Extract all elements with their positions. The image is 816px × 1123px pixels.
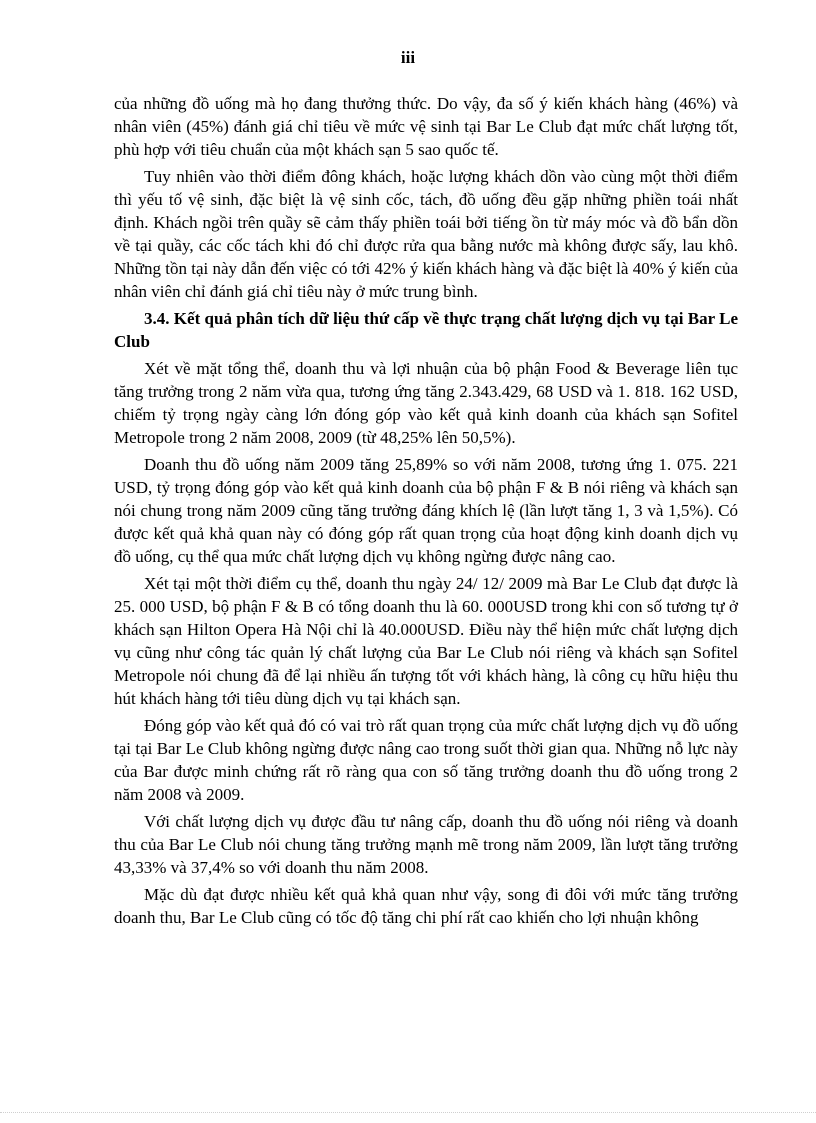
paragraph: Xét tại một thời điểm cụ thể, doanh thu ngày 24/ 12/ 2009 mà Bar Le Club đạt được là 25. 000 USD, bộ phận F & B có tổng doanh thu là 60. 000USD trong khi con số tương tự ở khách sạn Hilton Opera Hà Nội chỉ là 40.000USD. Điều này thể hiện mức chất lượng dịch vụ cũng như công tác quản lý chất lượng của Bar Le Club nói riêng và khách sạn Sofitel Metropole nói chung đã để lại nhiều ấn tượng tốt với khách hàng, là công cụ hữu hiệu thu hút khách hàng tới tiêu dùng dịch vụ tại khách sạn. [114,574,738,708]
document-body [114,92,738,933]
page-number: iii [400,48,416,67]
paragraph: Xét về mặt tổng thể, doanh thu và lợi nhuận của bộ phận Food & Beverage liên tục tăng trưởng trong 2 năm vừa qua, tương ứng tăng 2.343.429, 68 USD và 1. 818. 162 USD, chiếm tỷ trọng ngày càng lớn đóng góp vào kết quả kinh doanh của khách sạn Sofitel Metropole trong 2 năm 2008, 2009 (từ 48,25% lên 50,5%). [114,359,738,447]
page-bottom-divider [0,1112,816,1113]
section-heading: 3.4. Kết quả phân tích dữ liệu thứ cấp về thực trạng chất lượng dịch vụ tại Bar Le Club [114,309,738,351]
paragraph: Tuy nhiên vào thời điểm đông khách, hoặc lượng khách dồn vào cùng một thời điểm thì yếu tố vệ sinh, đặc biệt là vệ sinh cốc, tách, đồ uống đều gặp những phiền toái nhất định. Khách ngồi trên quầy sẽ cảm thấy phiền toái bởi tiếng ồn từ máy móc và đồ bẩn dồn về tại quầy, các cốc tách khi đó chỉ được rửa qua bằng nước mà không được sấy, lau khô. Những tồn tại này dẫn đến việc có tới 42% ý kiến khách hàng và đặc biệt là 40% ý kiến của nhân viên chỉ đánh giá chỉ tiêu này ở mức trung bình. [114,167,738,301]
paragraph: Với chất lượng dịch vụ được đầu tư nâng cấp, doanh thu đồ uống nói riêng và doanh thu của Bar Le Club nói chung tăng trưởng mạnh mẽ trong năm 2009, lần lượt tăng trưởng 43,33% và 37,4% so với doanh thu năm 2008. [114,812,738,877]
paragraph: Doanh thu đồ uống năm 2009 tăng 25,89% so với năm 2008, tương ứng 1. 075. 221 USD, tỷ trọng đóng góp vào kết quả kinh doanh của bộ phận F & B nói riêng và khách sạn nói chung trong năm 2009 cũng tăng trưởng đáng khích lệ (lần lượt tăng 1, 3 và 1,5%). Có được kết quả khả quan này có đóng góp rất quan trọng của hoạt động kinh doanh dịch vụ đồ uống, cụ thể qua mức chất lượng dịch vụ không ngừng được nâng cao. [114,455,738,566]
paragraph: Đóng góp vào kết quả đó có vai trò rất quan trọng của mức chất lượng dịch vụ đồ uống tại tại Bar Le Club không ngừng được nâng cao trong suốt thời gian qua. Những nỗ lực này của Bar được minh chứng rất rõ ràng qua con số tăng trưởng doanh thu đồ uống trong 2 năm 2008 và 2009. [114,716,738,804]
paragraph: Mặc dù đạt được nhiều kết quả khả quan như vậy, song đi đôi với mức tăng trưởng doanh thu, Bar Le Club cũng có tốc độ tăng chi phí rất cao khiến cho lợi nhuận không [114,885,738,927]
paragraph-continued: của những đồ uống mà họ đang thưởng thức. Do vậy, đa số ý kiến khách hàng (46%) và nhân viên (45%) đánh giá chỉ tiêu về mức vệ sinh tại Bar Le Club đạt mức chất lượng tốt, phù hợp với tiêu chuẩn của một khách sạn 5 sao quốc tế. [114,94,738,159]
